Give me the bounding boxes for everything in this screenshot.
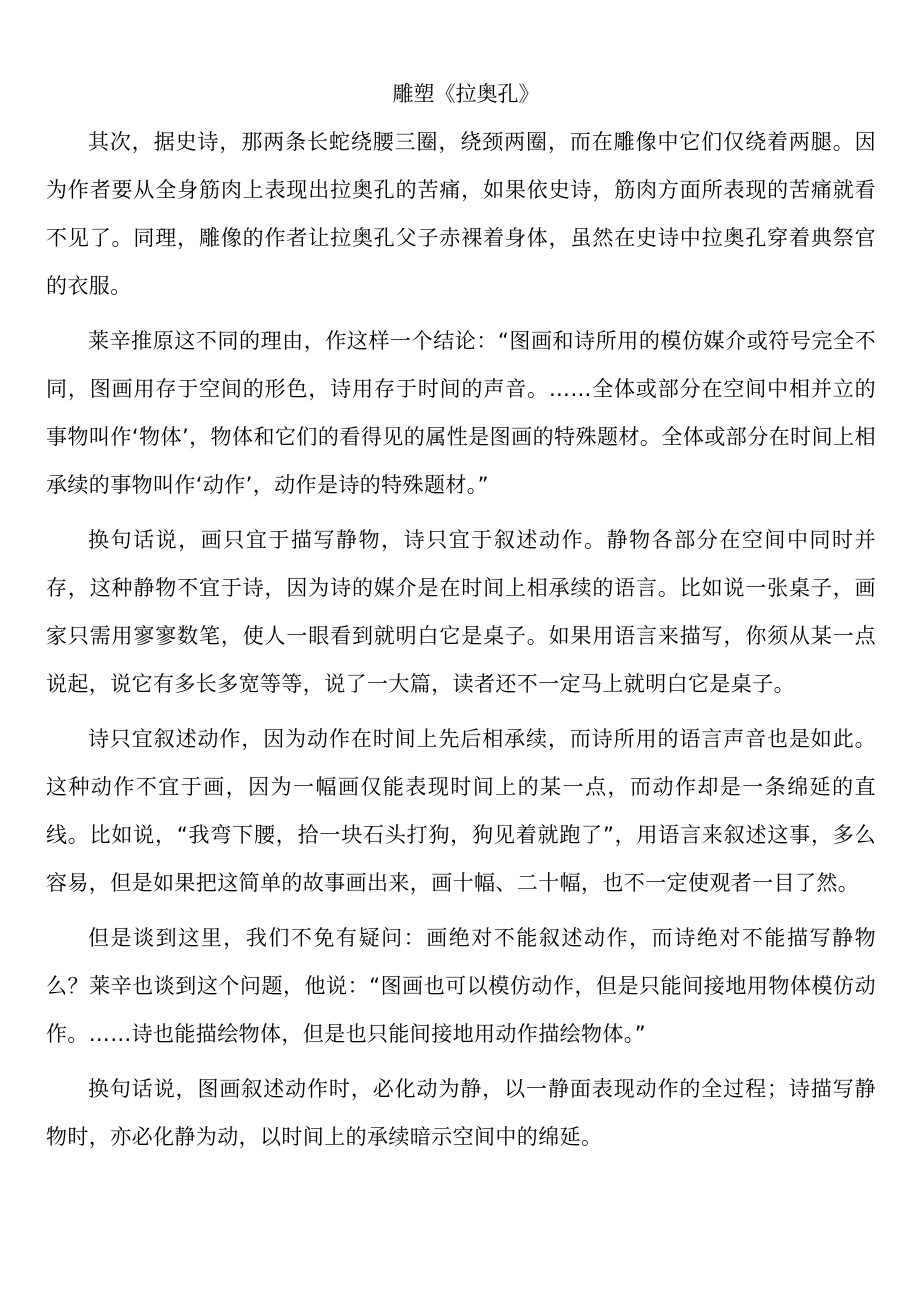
paragraph-1: 其次，据史诗，那两条长蛇绕腰三圈，绕颈两圈，而在雕像中它们仅绕着两腿。因为作者要从全身筋肉上表现出拉奥孔的苦痛，如果依史诗，筋肉方面所表现的苦痛就看不见了。同理，雕像的作者让拉奥孔父子赤裸着身体，虽然在史诗中拉奥孔穿着典祭官的衣服。 bbox=[46, 130, 876, 298]
paragraph-6: 换句话说，图画叙述动作时，必化动为静，以一静面表现动作的全过程；诗描写静物时，亦必化静为动，以时间上的承续暗示空间中的绵延。 bbox=[46, 1077, 876, 1149]
paragraph-3: 换句话说，画只宜于描写静物，诗只宜于叙述动作。静物各部分在空间中同时并存，这种静物不宜于诗，因为诗的媒介是在时间上相承续的语言。比如说一张桌子，画家只需用寥寥数笔，使人一眼看到就明白它是桌子。如果用语言来描写，你须从某一点说起，说它有多长多宽等等，说了一大篇，读者还不一定马上就明白它是桌子。 bbox=[46, 528, 876, 696]
paragraph-4: 诗只宜叙述动作，因为动作在时间上先后相承续，而诗所用的语言声音也是如此。这种动作不宜于画，因为一幅画仅能表现时间上的某一点，而动作却是一条绵延的直线。比如说，“我弯下腰，拾一块石头打狗，狗见着就跑了”，用语言来叙述这事，多么容易，但是如果把这简单的故事画出来，画十幅、二十幅，也不一定使观者一目了然。 bbox=[46, 727, 876, 895]
document-page bbox=[46, 70, 876, 1168]
paragraph-5: 但是谈到这里，我们不免有疑问：画绝对不能叙述动作，而诗绝对不能描写静物么？莱辛也谈到这个问题，他说：“图画也可以模仿动作，但是只能间接地用物体模仿动作。……诗也能描绘物体，但是也只能间接地用动作描绘物体。” bbox=[46, 926, 876, 1046]
document-title: 雕塑《拉奥孔》 bbox=[392, 82, 540, 106]
paragraph-2: 莱辛推原这不同的理由，作这样一个结论：“图画和诗所用的模仿媒介或符号完全不同，图画用存于空间的形色，诗用存于时间的声音。……全体或部分在空间中相并立的事物叫作‘物体’，物体和它们的看得见的属性是图画的特殊题材。全体或部分在时间上相承续的事物叫作‘动作’，动作是诗的特殊题材。” bbox=[46, 329, 876, 497]
